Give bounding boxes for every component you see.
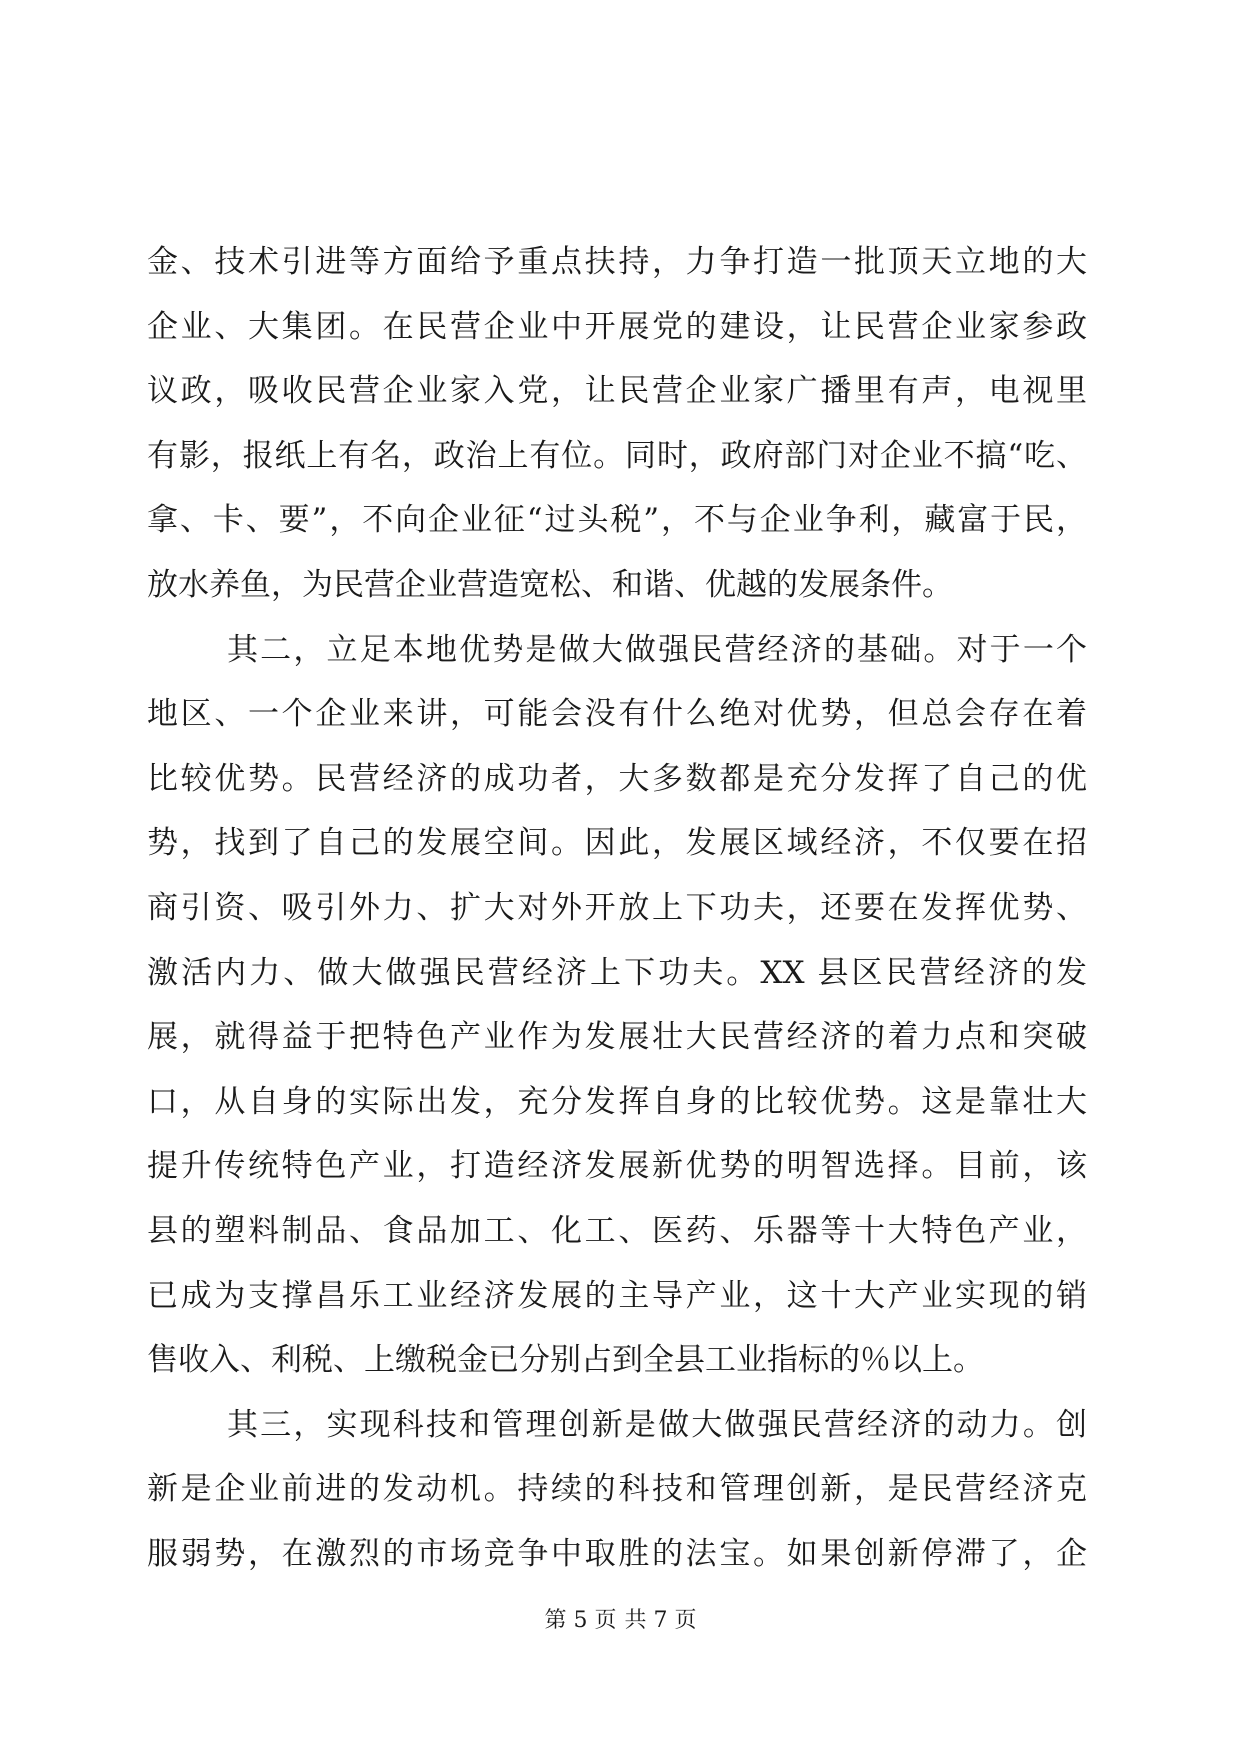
text-line: 县的塑料制品、食品加工、化工、医药、乐器等十大特色产业， bbox=[147, 1212, 1087, 1249]
text-line: 其三，实现科技和管理创新是做大做强民营经济的动力。创 bbox=[227, 1406, 1087, 1443]
page-total: 共 7 页 bbox=[624, 1608, 697, 1633]
text-line: 展，就得益于把特色产业作为发展壮大民营经济的着力点和突破 bbox=[147, 1019, 1087, 1056]
text-line: 议政，吸收民营企业家入党，让民营企业家广播里有声，电视里 bbox=[147, 373, 1087, 410]
text-line: 新是企业前进的发动机。持续的科技和管理创新，是民营经济克 bbox=[147, 1471, 1087, 1508]
text-line: 拿、卡、要”，不向企业征“过头税”，不与企业争利，藏富于民， bbox=[147, 502, 1087, 539]
text-line: 比较优势。民营经济的成功者，大多数都是充分发挥了自己的优 bbox=[147, 760, 1087, 797]
text-line: 地区、一个企业来讲，可能会没有什么绝对优势，但总会存在着 bbox=[147, 696, 1087, 733]
text-line: 服弱势，在激烈的市场竞争中取胜的法宝。如果创新停滞了，企 bbox=[147, 1535, 1087, 1572]
page-footer bbox=[0, 1606, 1241, 1636]
text-line: 金、技术引进等方面给予重点扶持，力争打造一批顶天立地的大 bbox=[147, 244, 1087, 280]
text-line: 已成为支撑昌乐工业经济发展的主导产业，这十大产业实现的销 bbox=[147, 1277, 1087, 1314]
text-line: 势，找到了自己的发展空间。因此，发展区域经济，不仅要在招 bbox=[147, 825, 1087, 862]
text-line: 售收入、利税、上缴税金已分别占到全县工业指标的％以上。 bbox=[147, 1342, 984, 1379]
text-line: 提升传统特色产业，打造经济发展新优势的明智选择。目前，该 bbox=[147, 1148, 1087, 1185]
document-body bbox=[147, 230, 1087, 1586]
page-number: 第 5 页 bbox=[544, 1608, 617, 1633]
text-line: 口，从自身的实际出发，充分发挥自身的比较优势。这是靠壮大 bbox=[147, 1083, 1087, 1120]
text-line: 放水养鱼，为民营企业营造宽松、和谐、优越的发展条件。 bbox=[147, 566, 953, 603]
text-line: 商引资、吸引外力、扩大对外开放上下功夫，还要在发挥优势、 bbox=[147, 889, 1087, 926]
text-line: 企业、大集团。在民营企业中开展党的建设，让民营企业家参政 bbox=[147, 308, 1087, 345]
text-line: 激活内力、做大做强民营经济上下功夫。XX 县区民营经济的发 bbox=[147, 954, 1087, 991]
text-line: 其二，立足本地优势是做大做强民营经济的基础。对于一个 bbox=[227, 631, 1087, 668]
text-line: 有影，报纸上有名，政治上有位。同时，政府部门对企业不搞“吃、 bbox=[147, 437, 1087, 474]
